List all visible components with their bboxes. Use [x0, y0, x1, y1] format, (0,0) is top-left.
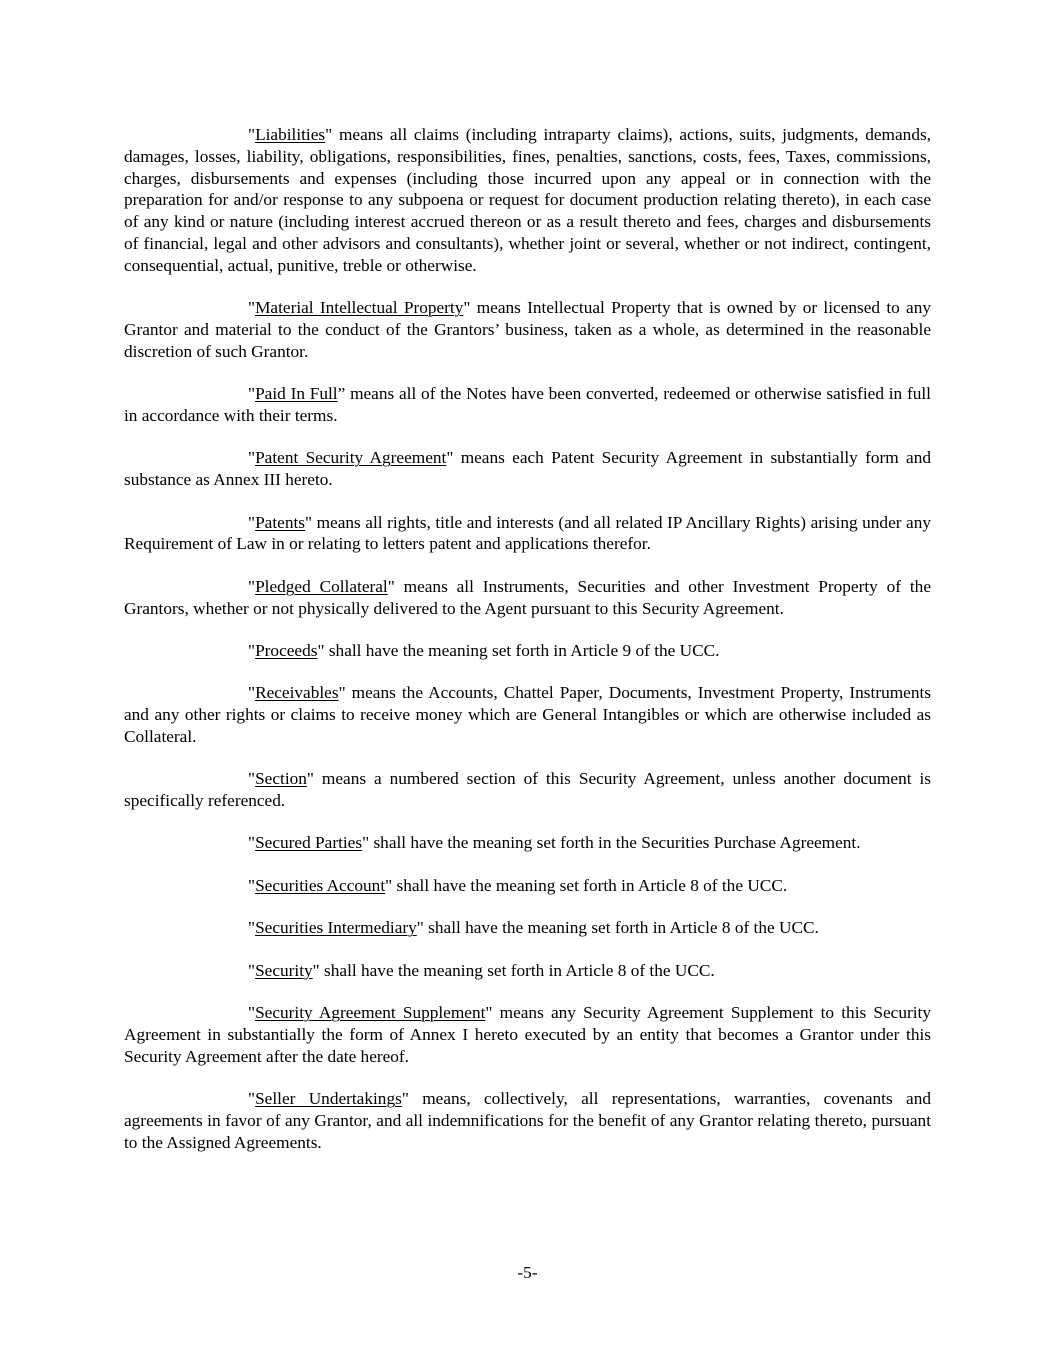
- close-quote: ": [401, 1089, 409, 1109]
- open-quote: ": [248, 1003, 256, 1023]
- definitions-section: [124, 124, 931, 1174]
- close-quote: ": [385, 875, 393, 895]
- open-quote: ": [248, 384, 256, 404]
- defined-term: Security Agreement Supplement: [255, 1003, 486, 1023]
- close-quote: ": [416, 918, 424, 938]
- defined-term: Proceeds: [255, 640, 318, 660]
- open-quote: ": [248, 683, 256, 703]
- close-quote: ": [485, 1003, 493, 1023]
- open-quote: ": [248, 833, 256, 853]
- definition-text: shall have the meaning set forth in Article 8 of the UCC.: [392, 875, 788, 895]
- defined-term: Secured Parties: [255, 833, 363, 853]
- definition-pledged-collateral: [124, 576, 931, 620]
- open-quote: ": [248, 1089, 256, 1109]
- definition-section: [124, 768, 931, 812]
- definition-seller-undertakings: [124, 1088, 931, 1153]
- definition-patents: [124, 512, 931, 556]
- definition-patent-security-agreement: [124, 447, 931, 491]
- definition-paid-in-full: [124, 383, 931, 427]
- close-quote: ”: [337, 384, 346, 404]
- close-quote: ": [446, 448, 454, 468]
- definition-text: shall have the meaning set forth in Article 9 of the UCC.: [324, 640, 720, 660]
- open-quote: ": [248, 298, 256, 318]
- definition-text: means, collectively, all representations, warranties, covenants and agreements in favor of any Grantor, and all indemnifications for the benefit of any Grantor relating thereto, pursuant to the Assigned Agreements.: [124, 1089, 931, 1152]
- definition-text: means all rights, title and interests (and all related IP Ancillary Rights) arising under any Requirement of Law in or relating to letters patent and applications therefor.: [124, 512, 931, 554]
- close-quote: ": [306, 769, 314, 789]
- definition-securities-account: [124, 875, 931, 897]
- open-quote: ": [248, 125, 256, 144]
- definition-receivables: [124, 682, 931, 747]
- page-number: -5-: [517, 1263, 538, 1282]
- definition-text: means Intellectual Property that is owned by or licensed to any Grantor and material to the conduct of the Grantors’ business, taken as a whole, as determined in the reasonable discretion of such Grantor.: [124, 298, 931, 361]
- close-quote: ": [338, 683, 346, 703]
- open-quote: ": [248, 918, 256, 938]
- close-quote: ": [463, 298, 471, 318]
- defined-term: Material Intellectual Property: [255, 298, 464, 318]
- definition-text: shall have the meaning set forth in Article 8 of the UCC.: [423, 918, 819, 938]
- open-quote: ": [248, 448, 256, 468]
- close-quote: ": [325, 125, 333, 144]
- close-quote: ": [304, 512, 313, 532]
- open-quote: ": [248, 875, 256, 895]
- defined-term: Liabilities: [255, 125, 326, 144]
- defined-term: Patent Security Agreement: [255, 448, 447, 468]
- defined-term: Paid In Full: [255, 384, 338, 404]
- definition-security: [124, 960, 931, 982]
- open-quote: ": [248, 640, 256, 660]
- close-quote: ": [312, 960, 320, 980]
- definition-text: means the Accounts, Chattel Paper, Documents, Investment Property, Instruments and any other rights or claims to receive money which are General Intangibles or which are otherwise included as Collateral.: [124, 683, 931, 746]
- definition-proceeds: [124, 640, 931, 662]
- definition-material-intellectual-property: [124, 297, 931, 362]
- defined-term: Security: [255, 960, 313, 980]
- close-quote: ": [362, 833, 370, 853]
- definition-text: shall have the meaning set forth in the Securities Purchase Agreement.: [369, 833, 861, 853]
- definition-text: means a numbered section of this Security Agreement, unless another document is specifically referenced.: [124, 769, 931, 811]
- definition-text: means all of the Notes have been converted, redeemed or otherwise satisfied in full in accordance with their terms.: [124, 384, 931, 425]
- open-quote: ": [248, 512, 256, 532]
- definition-secured-parties: [124, 832, 931, 854]
- definition-text: means all claims (including intraparty claims), actions, suits, judgments, demands, damages, losses, liability, obligations, responsibilities, fines, penalties, sanctions, costs, fees, Taxes, commissions, charges, disbursements and expenses (including those incurred upon any appeal or in connection with the preparation for and/or response to any subpoena or request for document production relating thereto), in each case of any kind or nature (including interest accrued thereon or as a result thereto and fees, charges and disbursements of financial, legal and other advisors and consultants), whether joint or several, whether or not indirect, contingent, consequential, actual, punitive, treble or otherwise.: [124, 125, 931, 275]
- close-quote: ": [387, 576, 395, 596]
- defined-term: Securities Account: [255, 875, 386, 895]
- definition-text: means all Instruments, Securities and other Investment Property of the Grantors, whether or not physically delivered to the Agent pursuant to this Security Agreement.: [124, 576, 931, 618]
- defined-term: Section: [255, 769, 307, 789]
- defined-term: Receivables: [255, 683, 339, 703]
- open-quote: ": [248, 960, 256, 980]
- close-quote: ": [317, 640, 325, 660]
- definition-text: means any Security Agreement Supplement to this Security Agreement in substantially the form of Annex I hereto executed by an entity that becomes a Grantor under this Security Agreement after the date hereof.: [124, 1003, 931, 1066]
- definition-security-agreement-supplement: [124, 1002, 931, 1067]
- definition-text: means each Patent Security Agreement in substantially form and substance as Annex III hereto.: [124, 448, 931, 490]
- defined-term: Pledged Collateral: [255, 576, 388, 596]
- definition-text: shall have the meaning set forth in Article 8 of the UCC.: [319, 960, 715, 980]
- defined-term: Seller Undertakings: [255, 1089, 402, 1109]
- defined-term: Securities Intermediary: [255, 918, 417, 938]
- definition-liabilities: [124, 124, 931, 277]
- open-quote: ": [248, 576, 256, 596]
- open-quote: ": [248, 769, 256, 789]
- defined-term: Patents: [255, 512, 305, 532]
- definition-securities-intermediary: [124, 917, 931, 939]
